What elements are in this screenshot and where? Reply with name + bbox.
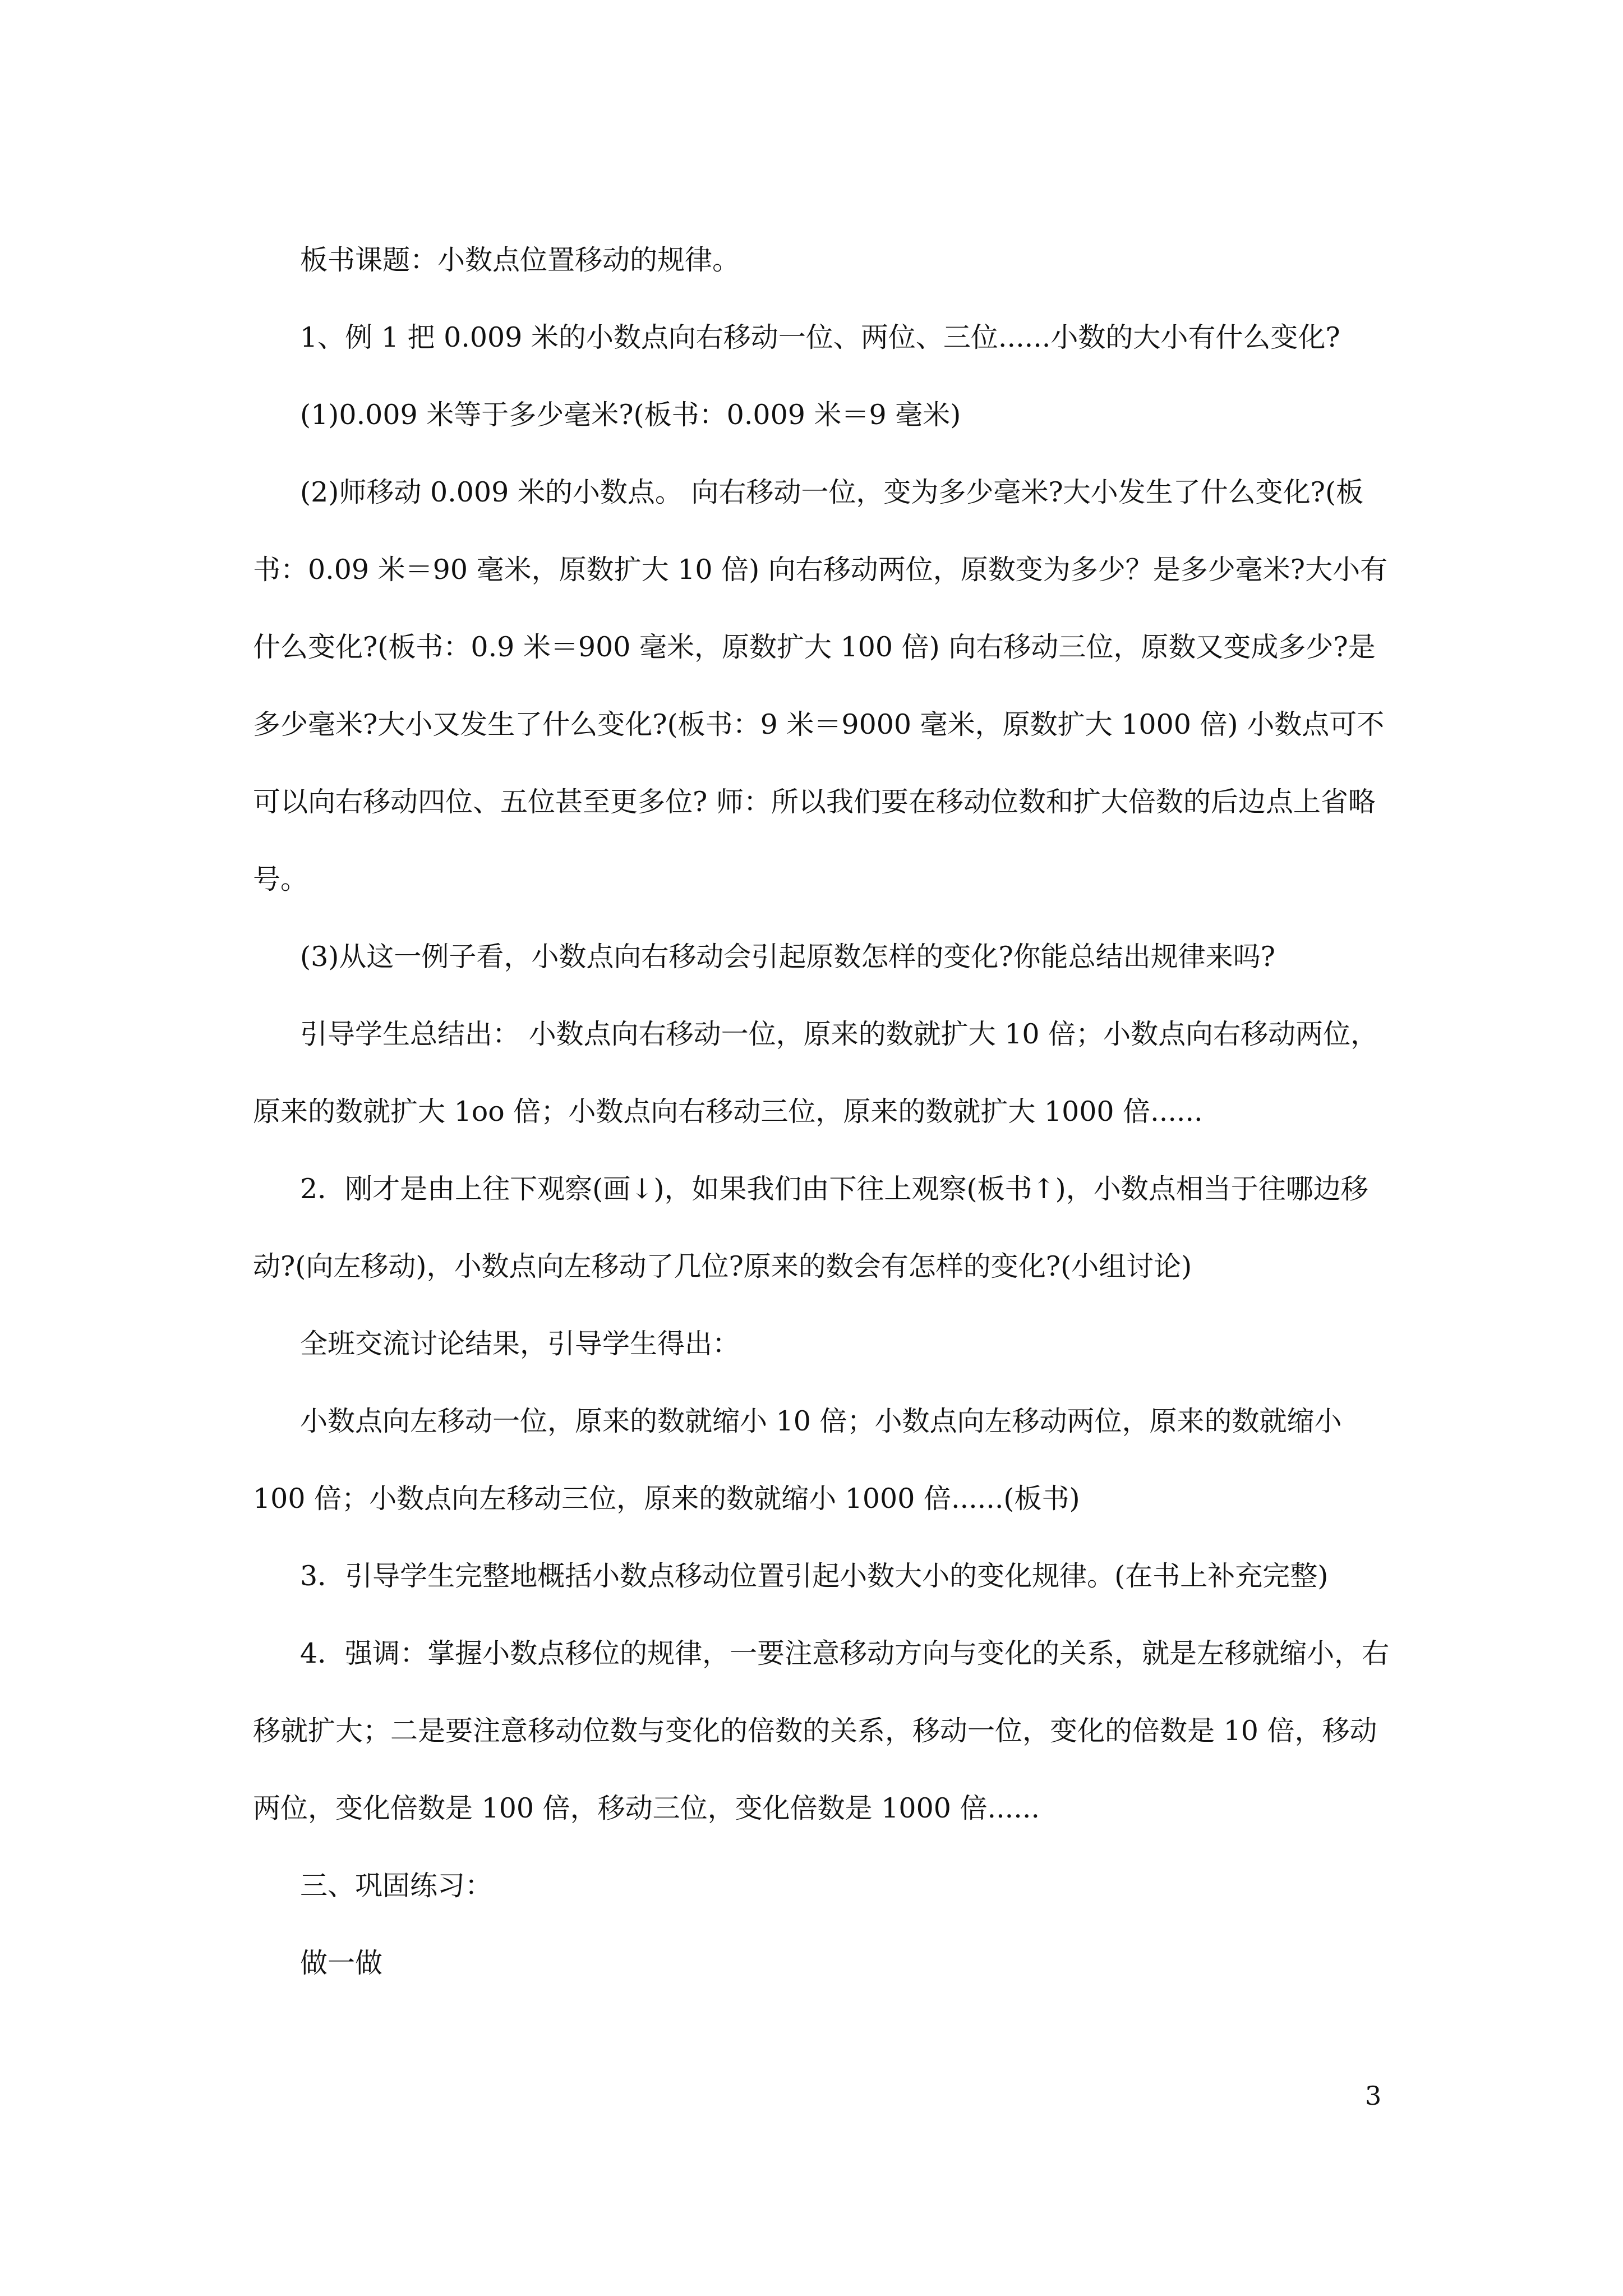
paragraph-summary-right: 引导学生总结出： 小数点向右移动一位，原来的数就扩大 10 倍；小数点向右移动两位，原来的数就扩大 1oo 倍；小数点向右移动三位，原来的数就扩大 1000 倍......: [253, 1018, 1378, 1128]
paragraph-example-1: 1、例 1 把 0.009 米的小数点向右移动一位、两位、三位......小数的大小有什么变化?: [300, 321, 1340, 353]
page-number: 3: [1365, 2081, 1382, 2111]
paragraph-lesson-title: 板书课题：小数点位置移动的规律。: [300, 244, 740, 276]
paragraph-observe: 2．刚才是由上往下观察(画↓)，如果我们由下往上观察(板书↑)，小数点相当于往哪边移动?(向左移动)，小数点向左移动了几位?原来的数会有怎样的变化?(小组讨论): [253, 1173, 1368, 1282]
paragraph-emphasis: 4．强调：掌握小数点移位的规律，一要注意移动方向与变化的关系，就是左移就缩小，右移就扩大；二是要注意移动位数与变化的倍数的关系，移动一位，变化的倍数是 10 倍，移动两位，变化倍数是 100 倍，移动三位，变化倍数是 1000 倍......: [253, 1637, 1390, 1824]
section-heading-practice: 三、巩固练习：: [300, 1870, 493, 1902]
document-body: [253, 222, 1397, 2002]
paragraph-step-2: (2)师移动 0.009 米的小数点。 向右移动一位，变为多少毫米?大小发生了什么变化?(板书：0.09 米＝90 毫米，原数扩大 10 倍) 向右移动两位，原数变为多少？是多少毫米?大小有什么变化?(板书：0.9 米＝900 毫米，原数扩大 100 倍) 向右移动三位，原数又变成多少?是多少毫米?大小又发生了什么变化?(板书：9 米＝9000 毫米，原数扩大 1000 倍) 小数点可不可以向右移动四位、五位甚至更多位? 师：所以我们要在移动位数和扩大倍数的后边点上省略号。: [253, 476, 1388, 895]
paragraph-generalize: 3．引导学生完整地概括小数点移动位置引起小数大小的变化规律。(在书上补充完整): [300, 1560, 1329, 1592]
paragraph-try-it: 做一做: [300, 1947, 383, 1979]
paragraph-step-3: (3)从这一例子看，小数点向右移动会引起原数怎样的变化?你能总结出规律来吗?: [300, 941, 1275, 973]
paragraph-step-1: (1)0.009 米等于多少毫米?(板书：0.009 米＝9 毫米): [300, 399, 961, 431]
paragraph-class-discussion: 全班交流讨论结果，引导学生得出：: [300, 1328, 740, 1360]
paragraph-summary-left: 小数点向左移动一位，原来的数就缩小 10 倍；小数点向左移动两位，原来的数就缩小 100 倍；小数点向左移动三位，原来的数就缩小 1000 倍......(板书): [253, 1405, 1342, 1515]
